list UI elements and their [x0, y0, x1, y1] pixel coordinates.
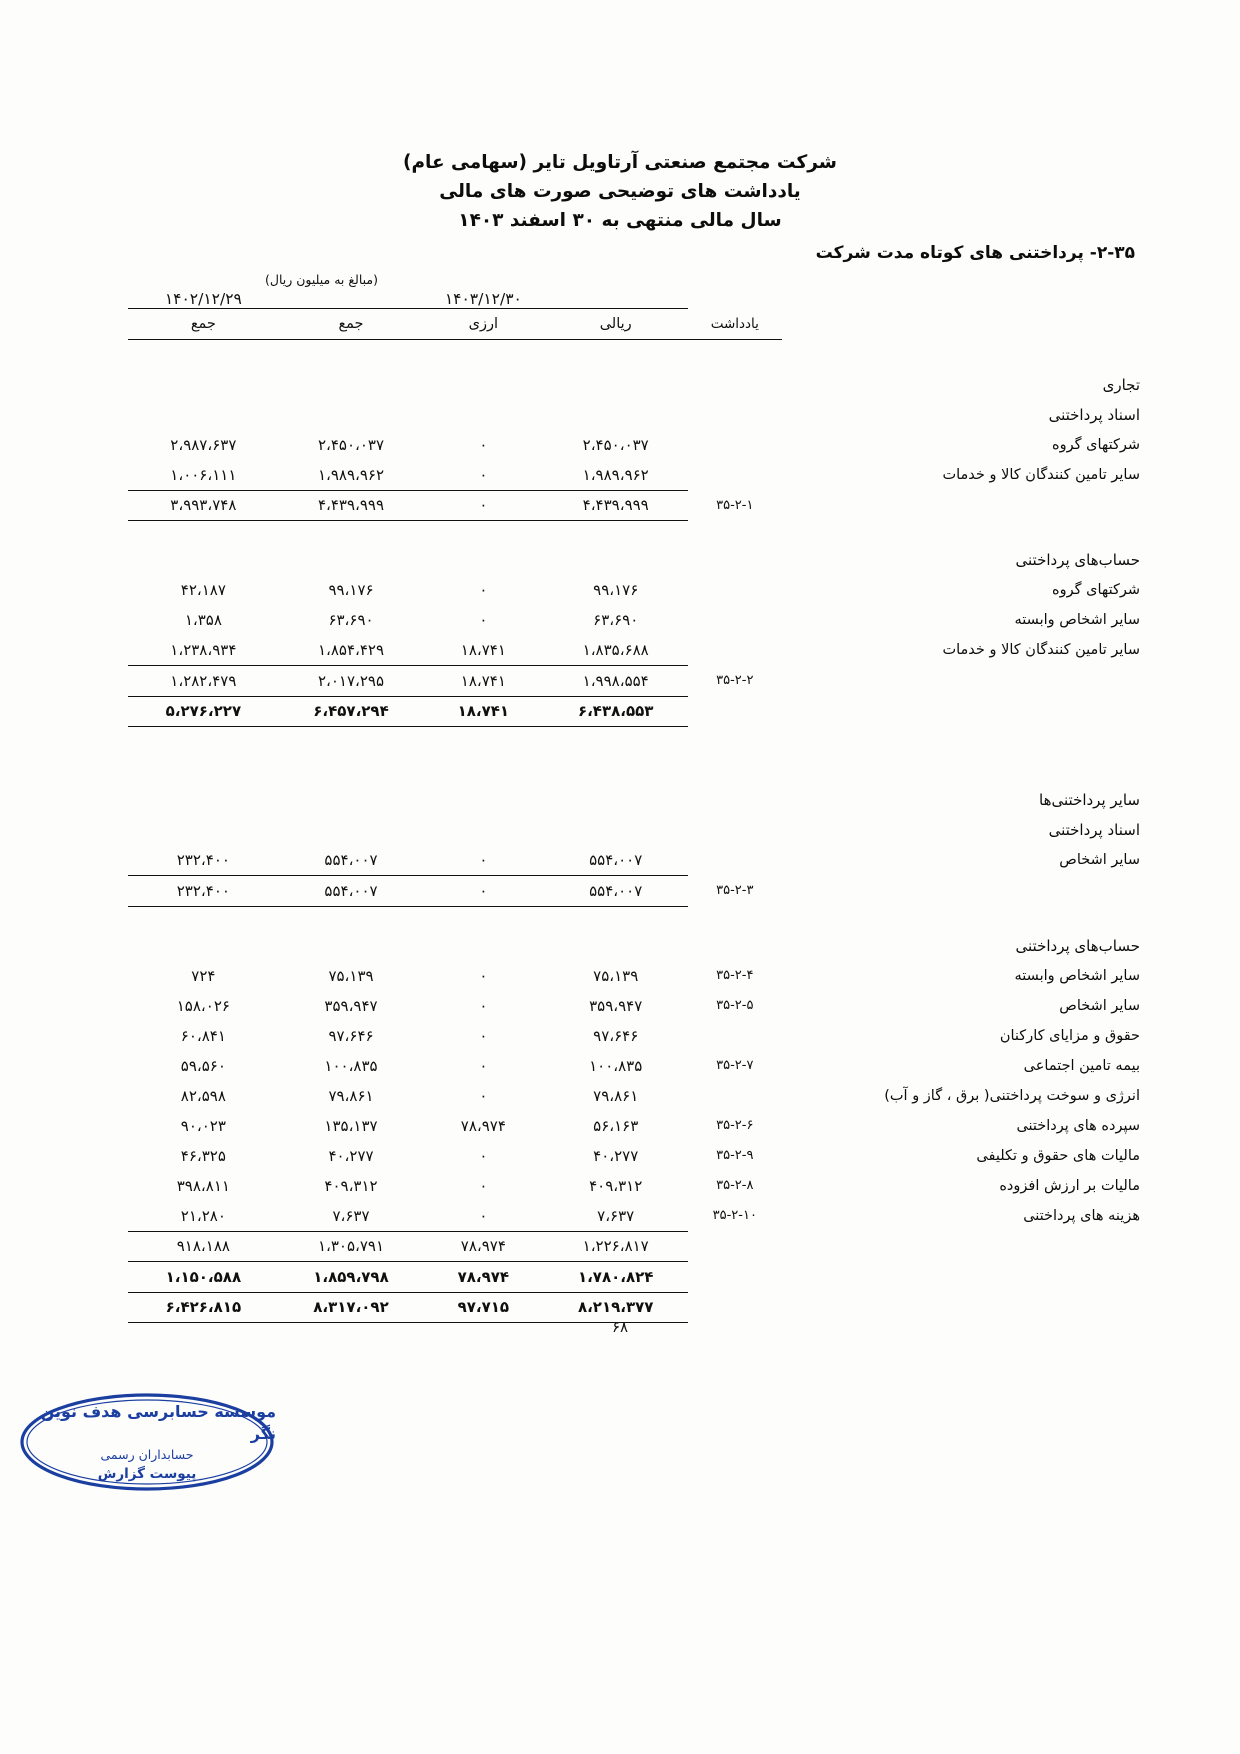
row-label: سایر تامین کنندگان کالا و خدمات [942, 466, 1140, 483]
total-label [782, 1262, 1140, 1292]
group-total-row-1 [128, 1262, 1140, 1292]
subgroup-heading-1-1 [128, 931, 1140, 961]
total-arzi: ۷۸،۹۷۴ [457, 1267, 510, 1286]
row-label: سایر تامین کنندگان کالا و خدمات [942, 642, 1140, 658]
row-value-rial: ۱،۸۳۵،۶۸۸ [582, 641, 649, 659]
spacer-cell [128, 906, 1140, 931]
total-label [782, 696, 1140, 726]
row-value-total-previous: ۲،۹۸۷،۶۳۷ [170, 435, 237, 454]
subtotal-rial: ۱،۹۹۸،۵۵۴ [582, 671, 649, 690]
subtotal-row-1-0 [128, 876, 1140, 906]
row-value-total-previous: ۳۹۸،۸۱۱ [176, 1176, 230, 1195]
row-note: ۳۵-۲-۴ [716, 968, 754, 983]
group-title: اسناد پرداختنی [1048, 821, 1140, 839]
payables-table-wrapper [128, 290, 1140, 1323]
subtotal-note: ۳۵-۲-۳ [716, 883, 754, 898]
subtotal-arzi: ۰ [479, 881, 488, 900]
header-date-previous: ۱۴۰۲/۱۲/۲۹ [164, 290, 242, 308]
spacer-cell [128, 339, 1140, 370]
subtotal-label [782, 666, 1140, 696]
row-value-total-current: ۱،۹۸۹،۹۶۲ [317, 465, 385, 484]
table-row-1-1-4 [128, 1081, 1140, 1111]
group-heading-0 [128, 370, 1140, 400]
group-title-pad-2 [423, 815, 543, 845]
subtotal-row-1-1 [128, 1231, 1140, 1261]
group-title: حساب‌های پرداختنی [1015, 551, 1140, 569]
group-title-pad-2 [423, 400, 543, 430]
row-value-arzi: ۰ [479, 996, 488, 1015]
subtotal-total-current: ۲،۰۱۷،۲۹۵ [317, 671, 385, 690]
row-value-arzi: ۰ [479, 1086, 488, 1105]
total-rial: ۱،۷۸۰،۸۲۴ [577, 1267, 654, 1286]
row-value-total-current: ۹۷،۶۴۶ [328, 1026, 374, 1045]
payables-table [128, 290, 1140, 1323]
subtotal-total-current: ۱،۳۰۵،۷۹۱ [317, 1237, 385, 1256]
header-date-current: ۱۴۰۳/۱۲/۳۰ [444, 290, 522, 308]
row-value-arzi: ۰ [479, 435, 488, 454]
subtotal-arzi: ۱۸،۷۴۱ [460, 671, 506, 690]
group-title-pad-4 [128, 931, 279, 961]
subtotal-label [782, 490, 1140, 520]
stamp-oval-icon [18, 1390, 276, 1494]
subtotal-arzi: ۷۸،۹۷۴ [460, 1237, 506, 1256]
row-value-total-previous: ۹۰،۰۲۳ [180, 1116, 226, 1135]
subtotal-rial: ۵۵۴،۰۰۷ [589, 881, 643, 900]
row-value-rial: ۲،۴۵۰،۰۳۷ [582, 435, 649, 454]
document-header [0, 148, 1240, 235]
group-title-pad-3 [279, 400, 424, 430]
row-value-rial: ۹۷،۶۴۶ [593, 1026, 639, 1045]
auditor-stamp [18, 1390, 276, 1494]
group-title-pad-4 [128, 545, 279, 575]
header-gap [128, 339, 1140, 370]
table-row-1-1-1 [128, 991, 1140, 1021]
row-label: بیمه تامین اجتماعی [1023, 1057, 1140, 1074]
subtotal-note: ۳۵-۲-۲ [716, 673, 754, 688]
row-value-arzi: ۱۸،۷۴۱ [460, 641, 506, 659]
table-row-1-1-6 [128, 1141, 1140, 1171]
total-total-previous: ۵،۲۷۶،۲۲۷ [165, 702, 242, 721]
total-arzi: ۹۷،۷۱۵ [457, 1298, 510, 1317]
table-header-columns [128, 309, 1140, 339]
group-title-pad-3 [279, 931, 424, 961]
row-note [688, 460, 782, 490]
subtotal-rial: ۱،۲۲۶،۸۱۷ [582, 1237, 649, 1256]
group-total-row-0 [128, 696, 1140, 726]
row-value-total-previous: ۲۱،۲۸۰ [180, 1206, 226, 1225]
total-rial: ۶،۴۳۸،۵۵۳ [577, 702, 654, 721]
subgroup-gap-1-0 [128, 906, 1140, 931]
group-title-pad-4 [128, 815, 279, 845]
group-title: تجاری [1102, 375, 1140, 394]
group-title-pad-4 [128, 370, 279, 400]
table-header-dates [128, 290, 1140, 308]
row-value-rial: ۱،۹۸۹،۹۶۲ [582, 465, 649, 484]
row-note [688, 430, 782, 460]
table-row-1-1-7 [128, 1171, 1140, 1201]
total-arzi: ۱۸،۷۴۱ [457, 702, 510, 721]
row-note: ۳۵-۲-۷ [716, 1058, 754, 1073]
table-row-1-1-3 [128, 1051, 1140, 1081]
total-total-current: ۱،۸۵۹،۷۹۸ [313, 1267, 389, 1286]
subtotal-note: ۳۵-۲-۱ [716, 497, 754, 513]
subgroup-heading-0-1 [128, 545, 1140, 575]
group-title-pad-3 [279, 545, 424, 575]
row-note [688, 575, 782, 605]
row-value-total-previous: ۱۵۸،۰۲۶ [176, 996, 230, 1015]
row-value-rial: ۴۰،۲۷۷ [593, 1146, 639, 1165]
row-value-total-current: ۷۵،۱۳۹ [328, 966, 374, 985]
row-note [688, 845, 782, 875]
row-note: ۳۵-۲-۸ [716, 1178, 754, 1193]
table-row-0-1-2 [128, 635, 1140, 665]
row-value-total-current: ۴۰۹،۳۱۲ [324, 1176, 378, 1195]
subtotal-rial: ۴،۴۳۹،۹۹۹ [582, 496, 649, 515]
group-title-pad-2 [423, 785, 543, 815]
group-title-pad-0 [688, 400, 782, 430]
total-rial: ۸،۲۱۹،۳۷۷ [577, 1298, 654, 1317]
table-row-0-1-0 [128, 575, 1140, 605]
table-row-1-1-5 [128, 1111, 1140, 1141]
row-value-total-previous: ۷۲۴ [191, 966, 216, 985]
row-value-total-current: ۱۰۰،۸۳۵ [324, 1056, 378, 1075]
row-value-rial: ۷۹،۸۶۱ [593, 1086, 639, 1105]
row-value-arzi: ۰ [479, 465, 488, 484]
row-value-arzi: ۰ [479, 851, 488, 869]
row-value-total-current: ۴۰،۲۷۷ [328, 1146, 374, 1165]
units-note: (مبالغ به میلیون ریال) [264, 272, 378, 287]
header-col-total-previous: جمع [190, 315, 216, 332]
group-title-pad-0 [688, 785, 782, 815]
group-title-pad-0 [688, 931, 782, 961]
subgroup-gap-0-0 [128, 521, 1140, 546]
row-note: ۳۵-۲-۶ [716, 1118, 754, 1133]
row-value-total-previous: ۸۲،۵۹۸ [180, 1086, 226, 1105]
table-row-0-0-1 [128, 460, 1140, 490]
row-value-total-previous: ۶۰،۸۴۱ [180, 1026, 226, 1045]
row-label: حقوق و مزایای کارکنان [999, 1027, 1140, 1044]
row-label: انرژی و سوخت پرداختنی( برق ، گاز و آب) [884, 1087, 1140, 1104]
row-value-arzi: ۷۸،۹۷۴ [460, 1116, 506, 1135]
table-row-0-0-0 [128, 430, 1140, 460]
page-number: ۶۸ [611, 1318, 629, 1336]
row-value-total-current: ۷۹،۸۶۱ [328, 1086, 374, 1105]
row-value-total-previous: ۱،۰۰۶،۱۱۱ [170, 465, 237, 484]
row-label: سایر اشخاص [1059, 852, 1140, 868]
group-title-pad-1 [543, 785, 688, 815]
row-note: ۳۵-۲-۵ [716, 998, 754, 1013]
total-total-previous: ۱،۱۵۰،۵۸۸ [165, 1267, 242, 1286]
header-col-rial: ریالی [599, 315, 632, 332]
fiscal-period: سال مالی منتهی به ۳۰ اسفند ۱۴۰۳ [458, 210, 782, 231]
subtotal-total-current: ۵۵۴،۰۰۷ [324, 881, 378, 900]
row-label: هزینه های پرداختنی [1023, 1207, 1140, 1224]
row-label: سایر اشخاص [1059, 997, 1140, 1014]
header-blank-label [782, 290, 1140, 308]
group-title-pad-3 [279, 815, 424, 845]
group-title-pad-1 [543, 545, 688, 575]
row-value-arzi: ۰ [479, 1026, 488, 1045]
row-value-arzi: ۰ [479, 581, 488, 599]
row-label: مالیات بر ارزش افزوده [999, 1177, 1140, 1194]
table-row-1-1-2 [128, 1021, 1140, 1051]
subtotal-total-previous: ۳،۹۹۳،۷۴۸ [170, 496, 237, 515]
row-note [688, 605, 782, 635]
row-value-arzi: ۰ [479, 966, 488, 985]
group-title-pad-0 [688, 815, 782, 845]
row-note: ۳۵-۲-۱۰ [712, 1208, 757, 1223]
total-total-current: ۸،۳۱۷،۰۹۲ [313, 1298, 389, 1317]
row-value-arzi: ۰ [479, 611, 488, 629]
header-col-note: یادداشت [710, 315, 759, 332]
row-value-rial: ۵۵۴،۰۰۷ [589, 851, 643, 869]
stamp-attachment: پیوست گزارش [97, 1465, 197, 1482]
group-title-pad-0 [688, 370, 782, 400]
group-title-pad-0 [688, 545, 782, 575]
row-value-total-current: ۹۹،۱۷۶ [328, 581, 374, 599]
row-note [688, 1021, 782, 1051]
row-value-total-current: ۳۵۹،۹۴۷ [324, 996, 378, 1015]
row-label: سپرده های پرداختنی [1016, 1117, 1140, 1134]
subtotal-total-previous: ۲۳۲،۴۰۰ [176, 881, 230, 900]
table-row-1-0-0 [128, 845, 1140, 875]
section-title: ۲-۳۵- پرداختنی های کوتاه مدت شرکت [815, 243, 1135, 263]
group-title-pad-2 [423, 931, 543, 961]
row-note: ۳۵-۲-۹ [716, 1148, 754, 1163]
group-title-pad-1 [543, 931, 688, 961]
total-note [688, 696, 782, 726]
row-label: مالیات های حقوق و تکلیفی [976, 1147, 1140, 1164]
row-value-rial: ۹۹،۱۷۶ [593, 581, 639, 599]
company-name: شرکت مجتمع صنعتی آرتاویل تایر (سهامی عام) [403, 152, 837, 173]
subgroup-heading-1-0 [128, 815, 1140, 845]
total-note [688, 1262, 782, 1292]
subtotal-total-previous: ۹۱۸،۱۸۸ [176, 1237, 230, 1256]
subtotal-row-0-0 [128, 490, 1140, 520]
row-value-total-current: ۱،۸۵۴،۴۲۹ [317, 641, 385, 659]
stamp-subtitle: حسابداران رسمی [100, 1446, 194, 1462]
subgroup-heading-0-0 [128, 400, 1140, 430]
header-col-total-current: جمع [338, 315, 364, 332]
document-subtitle: یادداشت های توضیحی صورت های مالی [439, 181, 801, 202]
row-value-rial: ۴۰۹،۳۱۲ [589, 1176, 643, 1195]
group-title-pad-4 [128, 785, 279, 815]
row-value-rial: ۵۶،۱۶۳ [593, 1116, 639, 1135]
subtotal-total-previous: ۱،۲۸۲،۴۷۹ [170, 671, 237, 690]
row-note [688, 635, 782, 665]
subtotal-row-0-1 [128, 666, 1140, 696]
row-value-arzi: ۰ [479, 1206, 488, 1225]
spacer-cell [128, 521, 1140, 546]
row-value-total-current: ۶۳،۶۹۰ [328, 611, 374, 629]
row-value-total-current: ۵۵۴،۰۰۷ [324, 851, 378, 869]
group-title-pad-2 [423, 370, 543, 400]
row-value-total-previous: ۴۲،۱۸۷ [180, 581, 226, 599]
row-label: سایر اشخاص وابسته [1014, 612, 1140, 628]
subtotal-arzi: ۰ [479, 496, 488, 515]
row-value-total-previous: ۵۹،۵۶۰ [180, 1056, 226, 1075]
group-title-pad-1 [543, 370, 688, 400]
group-title-pad-1 [543, 815, 688, 845]
group-title-pad-1 [543, 400, 688, 430]
row-value-rial: ۳۵۹،۹۴۷ [589, 996, 643, 1015]
total-total-previous: ۶،۴۲۶،۸۱۵ [165, 1298, 242, 1317]
group-title: سایر پرداختنی‌ها [1039, 791, 1140, 809]
row-value-rial: ۷۵،۱۳۹ [593, 966, 639, 985]
row-value-total-current: ۷،۶۳۷ [332, 1206, 370, 1225]
row-label: شرکتهای گروه [1052, 582, 1140, 598]
stamp-firm-name: موسسه حسابرسی هدف نوین نگر [40, 1401, 276, 1443]
row-value-rial: ۱۰۰،۸۳۵ [589, 1056, 643, 1075]
row-value-total-previous: ۱،۲۳۸،۹۳۴ [170, 641, 237, 659]
table-row-1-1-0 [128, 961, 1140, 991]
row-value-total-previous: ۲۳۲،۴۰۰ [176, 851, 230, 869]
subtotal-total-current: ۴،۴۳۹،۹۹۹ [317, 496, 385, 515]
group-title-pad-3 [279, 785, 424, 815]
row-value-arzi: ۰ [479, 1176, 488, 1195]
row-value-total-previous: ۴۶،۳۲۵ [180, 1146, 226, 1165]
header-blank-note [688, 290, 782, 308]
row-value-rial: ۷،۶۳۷ [597, 1206, 635, 1225]
subtotal-label [782, 1231, 1140, 1261]
spacer-cell [128, 727, 1140, 786]
group-gap-0 [128, 727, 1140, 786]
table-row-1-1-8 [128, 1201, 1140, 1231]
row-label: سایر اشخاص وابسته [1014, 967, 1140, 984]
row-label: شرکتهای گروه [1052, 436, 1140, 453]
group-title-pad-4 [128, 400, 279, 430]
header-col-arzi: ارزی [468, 315, 499, 332]
table-row-0-1-1 [128, 605, 1140, 635]
row-note [688, 1081, 782, 1111]
row-value-rial: ۶۳،۶۹۰ [593, 611, 639, 629]
row-value-arzi: ۰ [479, 1146, 488, 1165]
row-value-total-current: ۱۳۵،۱۳۷ [324, 1116, 378, 1135]
header-blank-label-2 [782, 309, 1140, 339]
row-value-total-current: ۲،۴۵۰،۰۳۷ [317, 435, 385, 454]
row-value-arzi: ۰ [479, 1056, 488, 1075]
group-title-pad-3 [279, 370, 424, 400]
group-heading-1 [128, 785, 1140, 815]
subtotal-note [688, 1231, 782, 1261]
total-total-current: ۶،۴۵۷،۲۹۴ [313, 702, 389, 721]
row-value-total-previous: ۱،۳۵۸ [184, 611, 222, 629]
subtotal-label [782, 876, 1140, 906]
group-title: حساب‌های پرداختنی [1015, 936, 1140, 955]
group-title: اسناد پرداختنی [1048, 405, 1140, 424]
group-title-pad-2 [423, 545, 543, 575]
